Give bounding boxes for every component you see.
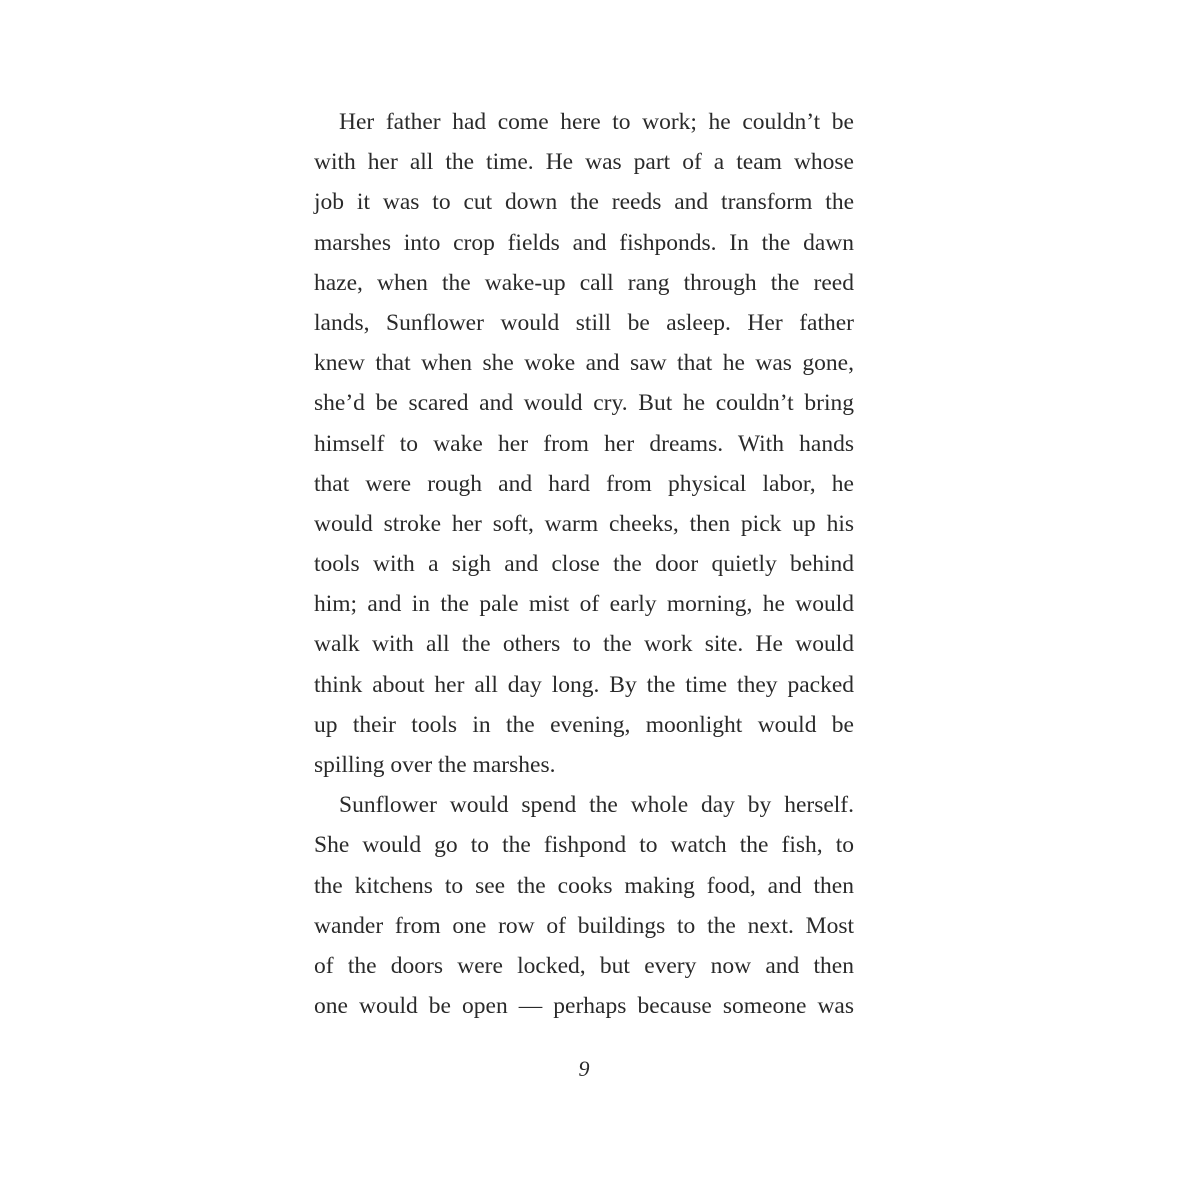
- text-line: haze, when the wake-up call rang through the reed: [314, 269, 854, 296]
- text-line: himself to wake her from her dreams. With hands: [314, 430, 854, 457]
- text-line: one would be open — perhaps because someone was: [314, 993, 854, 1020]
- text-line: spilling over the marshes.: [314, 752, 556, 778]
- text-line: lands, Sunflower would still be asleep. Her father: [314, 309, 854, 336]
- page-number: 9: [578, 1056, 590, 1081]
- text-line: she’d be scared and would cry. But he couldn’t bring: [314, 390, 854, 417]
- text-line: job it was to cut down the reeds and transform the: [314, 189, 854, 216]
- text-line: would stroke her soft, warm cheeks, then pick up his: [314, 510, 854, 537]
- text-line: with her all the time. He was part of a team whose: [314, 149, 854, 176]
- text-line: Her father had come here to work; he couldn’t be: [339, 109, 854, 135]
- text-line: him; and in the pale mist of early morning, he would: [314, 591, 854, 618]
- text-line: that were rough and hard from physical labor, he: [314, 470, 854, 497]
- text-line: wander from one row of buildings to the next. Most: [314, 912, 854, 939]
- text-line: of the doors were locked, but every now and then: [314, 952, 854, 979]
- text-line: She would go to the fishpond to watch the fish, to: [314, 832, 854, 859]
- text-line: marshes into crop fields and fishponds. In the dawn: [314, 229, 854, 256]
- text-line: think about her all day long. By the time they packed: [314, 671, 854, 698]
- body-text: [314, 102, 854, 1026]
- text-line: walk with all the others to the work site. He would: [314, 631, 854, 658]
- text-line: knew that when she woke and saw that he was gone,: [314, 350, 854, 377]
- text-line: tools with a sigh and close the door quietly behind: [314, 551, 854, 578]
- text-line: the kitchens to see the cooks making food, and then: [314, 872, 854, 899]
- text-line: Sunflower would spend the whole day by herself.: [339, 792, 854, 819]
- text-line: up their tools in the evening, moonlight would be: [314, 711, 854, 738]
